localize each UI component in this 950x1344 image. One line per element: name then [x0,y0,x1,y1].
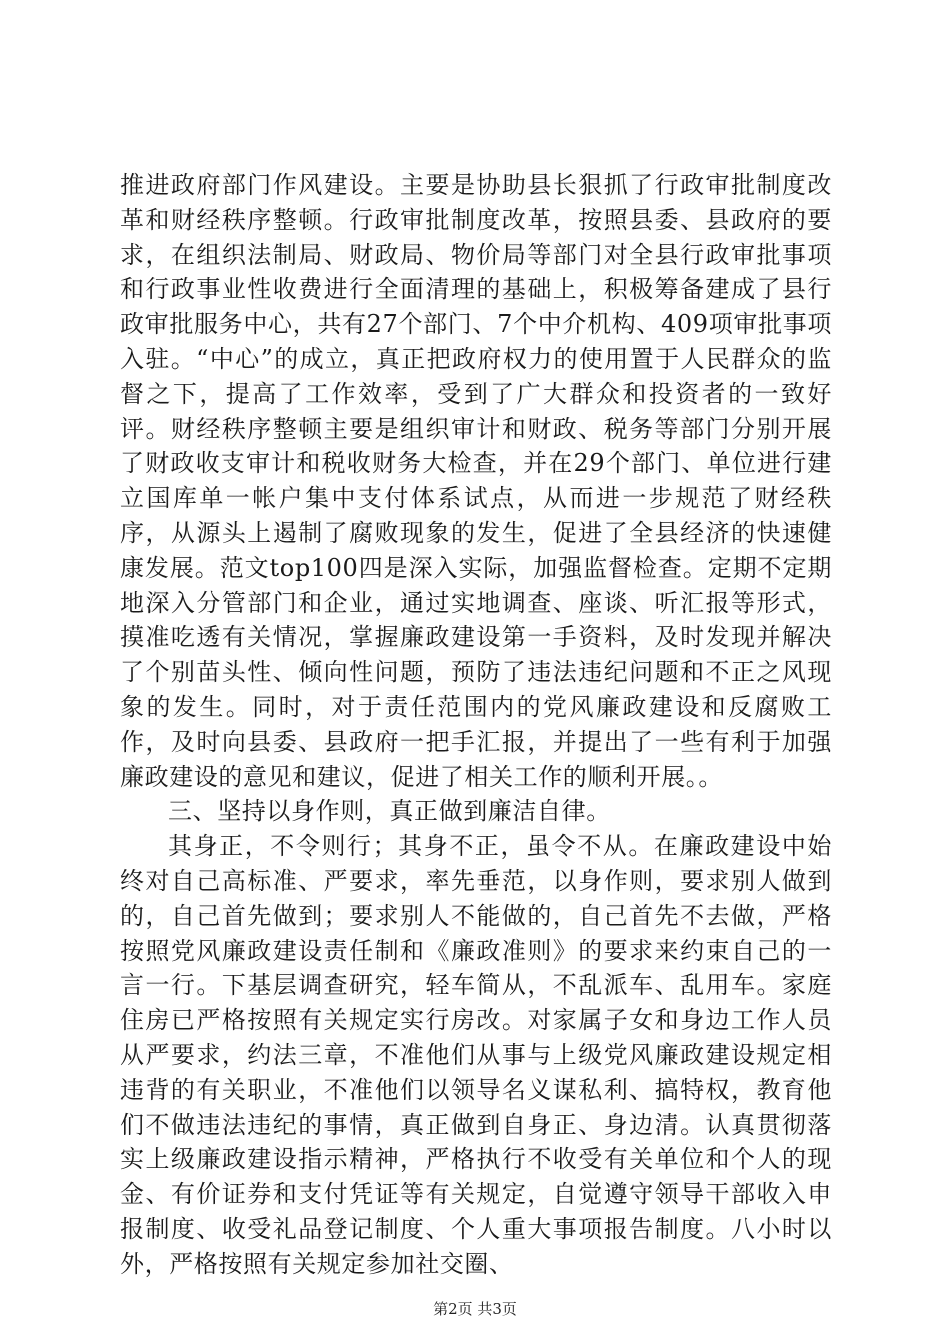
document-body [120,168,832,1282]
page-number-footer: 第2页 共3页 [433,1300,517,1318]
section-heading: 三、坚持以身作则，真正做到廉洁自律。 [168,797,611,826]
body-paragraph: 推进政府部门作风建设。主要是协助县长狠抓了行政审批制度改革和财经秩序整顿。行政审批制度改革，按照县委、县政府的要求，在组织法制局、财政局、物价局等部门对全县行政审批事项和行政事业性收费进行全面清理的基础上，积极筹备建成了县行政审批服务中心，共有27个部门、7个中介机构、409项审批事项入驻。“中心”的成立，真正把政府权力的使用置于人民群众的监督之下，提高了工作效率，受到了广大群众和投资者的一致好评。财经秩序整顿主要是组织审计和财政、税务等部门分别开展了财政收支审计和税收财务大检查，并在29个部门、单位进行建立国库单一帐户集中支付体系试点，从而进一步规范了财经秩序，从源头上遏制了腐败现象的发生，促进了全县经济的快速健康发展。范文top100四是深入实际，加强监督检查。定期不定期地深入分管部门和企业，通过实地调查、座谈、听汇报等形式，摸准吃透有关情况，掌握廉政建设第一手资料，及时发现并解决了个别苗头性、倾向性问题，预防了违法违纪问题和不正之风现象的发生。同时，对于责任范围内的党风廉政建设和反腐败工作，及时向县委、县政府一把手汇报，并提出了一些有利于加强廉政建设的意见和建议，促进了相关工作的顺利开展。。 [120,171,832,791]
body-paragraph: 其身正，不令则行；其身不正，虽令不从。在廉政建设中始终对自己高标准、严要求，率先垂范，以身作则，要求别人做到的，自己首先做到；要求别人不能做的，自己首先不去做，严格按照党风廉政建设责任制和《廉政准则》的要求来约束自己的一言一行。下基层调查研究，轻车简从，不乱派车、乱用车。家庭住房已严格按照有关规定实行房改。对家属子女和身边工作人员从严要求，约法三章，不准他们从事与上级党风廉政建设规定相违背的有关职业，不准他们以领导名义谋私利、搞特权，教育他们不做违法违纪的事情，真正做到自身正、身边清。认真贯彻落实上级廉政建设指示精神，严格执行不收受有关单位和个人的现金、有价证券和支付凭证等有关规定，自觉遵守领导干部收入申报制度、收受礼品登记制度、个人重大事项报告制度。八小时以外，严格按照有关规定参加社交圈、 [120,832,832,1278]
